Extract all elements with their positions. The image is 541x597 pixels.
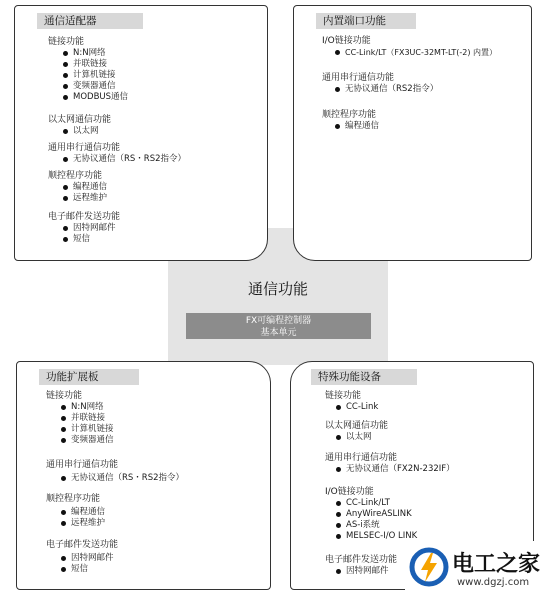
bullet-icon	[63, 84, 68, 89]
list-item: AnyWireASLINK	[333, 509, 534, 520]
section-email	[48, 211, 268, 245]
list-item: 变频器通信	[58, 435, 266, 446]
bullet-icon	[61, 438, 66, 443]
section-heading: 顺控程序功能	[48, 171, 103, 181]
section-heading: 以太网通信功能	[325, 421, 389, 431]
section-heading: 链接功能	[48, 37, 85, 47]
section-heading: 电子邮件发送功能	[48, 212, 121, 222]
section-sequence-program	[46, 493, 266, 529]
section-heading: 通用串行通信功能	[48, 143, 121, 153]
bullet-icon	[336, 534, 341, 539]
section-heading: I/O链接功能	[325, 487, 374, 497]
list-item: N:N网络	[58, 402, 266, 413]
brand-url: www.dgzj.com	[457, 577, 530, 588]
list-item: 计算机链接	[58, 424, 266, 435]
list-item: 编程通信	[58, 507, 266, 518]
panel-builtin-port	[293, 5, 532, 261]
panel-expansion-board	[16, 361, 271, 590]
section-email	[46, 539, 266, 575]
section-link	[46, 390, 266, 446]
section-heading: I/O链接功能	[322, 36, 371, 46]
list-item: 无协议通信（RS・RS2指令）	[60, 154, 268, 165]
center-title: 通信功能	[247, 280, 308, 298]
bullet-icon	[61, 567, 66, 572]
list-item: AS-i系统	[333, 520, 534, 531]
section-io-link	[325, 486, 534, 542]
section-serial	[325, 452, 534, 475]
bullet-icon	[63, 51, 68, 56]
bullet-icon	[63, 196, 68, 201]
section-link	[48, 36, 268, 103]
section-heading: 顺控程序功能	[46, 494, 101, 504]
bullet-icon	[63, 95, 68, 100]
bullet-icon	[61, 476, 66, 481]
watermark	[405, 541, 541, 597]
bullet-icon	[336, 405, 341, 410]
base-unit-badge	[186, 313, 371, 339]
section-heading: 链接功能	[325, 391, 362, 401]
section-heading: 以太网通信功能	[48, 115, 112, 125]
section-sequence-program	[48, 170, 268, 204]
bullet-icon	[63, 157, 68, 162]
bullet-icon	[336, 569, 341, 574]
brand-logo-icon	[409, 547, 449, 587]
list-item: 并联链接	[60, 59, 268, 70]
section-ethernet	[48, 114, 268, 137]
bullet-icon	[336, 512, 341, 517]
bullet-icon	[61, 427, 66, 432]
bullet-icon	[335, 124, 340, 129]
list-item: CC-Link/LT	[333, 498, 534, 509]
panel-title: 内置端口功能	[316, 13, 416, 29]
list-item: 并联链接	[58, 413, 266, 424]
list-item: MODBUS通信	[60, 92, 268, 103]
section-heading: 通用串行通信功能	[322, 73, 395, 83]
list-item: 短信	[60, 234, 268, 245]
panel-title: 特殊功能设备	[311, 369, 417, 385]
bullet-icon	[63, 129, 68, 134]
bullet-icon	[63, 237, 68, 242]
bullet-icon	[61, 416, 66, 421]
list-item: 因特网邮件	[333, 566, 534, 577]
section-heading: 电子邮件发送功能	[46, 540, 119, 550]
bullet-icon	[61, 521, 66, 526]
bullet-icon	[61, 510, 66, 515]
section-heading: 通用串行通信功能	[46, 460, 119, 470]
list-item: 编程通信	[60, 182, 268, 193]
badge-line-2: 基本单元	[260, 328, 297, 338]
section-ethernet	[325, 420, 534, 443]
bullet-icon	[335, 50, 340, 55]
list-item: 无协议通信（FX2N-232IF）	[333, 464, 534, 475]
list-item: 因特网邮件	[58, 553, 266, 564]
badge-line-1: FX可编程控制器	[245, 316, 312, 326]
bullet-icon	[63, 62, 68, 67]
section-serial	[46, 459, 266, 484]
bullet-icon	[63, 185, 68, 190]
list-item: CC-Link/LT（FX3UC-32MT-LT(-2) 内置）	[332, 47, 532, 58]
section-sequence-program	[322, 109, 532, 132]
list-item: 计算机链接	[60, 70, 268, 81]
bullet-icon	[336, 523, 341, 528]
section-io-link	[322, 35, 532, 58]
list-item: 因特网邮件	[60, 223, 268, 234]
brand-name: 电工之家	[452, 552, 541, 577]
bullet-icon	[336, 435, 341, 440]
list-item: 编程通信	[332, 121, 532, 132]
panel-title: 通信适配器	[37, 13, 143, 29]
bullet-icon	[61, 405, 66, 410]
section-serial	[322, 72, 532, 95]
bullet-icon	[61, 556, 66, 561]
list-item: 以太网	[333, 432, 534, 443]
list-item: N:N网络	[60, 48, 268, 59]
list-item: MELSEC-I/O LINK	[333, 531, 534, 542]
bullet-icon	[335, 87, 340, 92]
section-link	[325, 390, 534, 413]
panel-communication-adapter	[14, 5, 268, 261]
list-item: 远程维护	[60, 193, 268, 204]
section-heading: 链接功能	[46, 391, 83, 401]
section-serial	[48, 142, 268, 165]
list-item: 无协议通信（RS2指令）	[332, 84, 532, 95]
panel-title: 功能扩展板	[39, 369, 139, 385]
list-item: 以太网	[60, 126, 268, 137]
bullet-icon	[336, 501, 341, 506]
bullet-icon	[63, 73, 68, 78]
list-item: 远程维护	[58, 518, 266, 529]
bullet-icon	[63, 226, 68, 231]
list-item: CC-Link	[333, 402, 534, 413]
list-item: 短信	[58, 564, 266, 575]
section-heading: 通用串行通信功能	[325, 453, 398, 463]
bullet-icon	[336, 467, 341, 472]
list-item: 无协议通信（RS・RS2指令）	[58, 473, 266, 484]
section-heading: 电子邮件发送功能	[325, 555, 398, 565]
section-heading: 顺控程序功能	[322, 110, 377, 120]
list-item: 变频器通信	[60, 81, 268, 92]
